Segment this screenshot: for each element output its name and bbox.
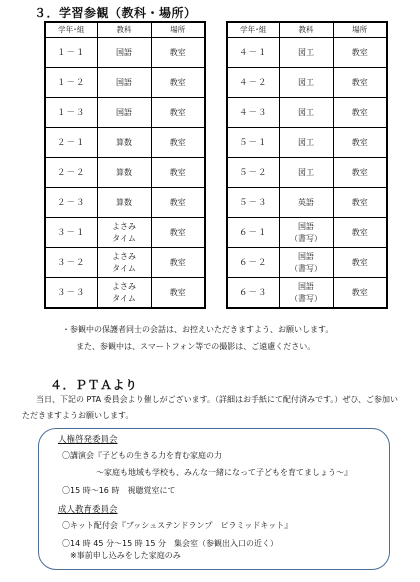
class-cell: １－１	[45, 38, 97, 68]
subject-cell: 国語 （書写）	[279, 248, 333, 278]
place-cell: 教室	[151, 248, 205, 278]
table-row	[45, 218, 205, 248]
place-cell: 教室	[333, 128, 387, 158]
subject-cell: 算数	[97, 188, 151, 218]
table-row	[227, 38, 387, 68]
header-subject: 教科	[97, 22, 151, 38]
table-row	[45, 248, 205, 278]
table-row	[227, 68, 387, 98]
subject-cell: よさみ タイム	[97, 248, 151, 278]
lecture-subtitle-line: ～家庭も地域も学校も、みんな一緒になって子どもを育てましょう～』	[96, 468, 352, 477]
table-row	[45, 278, 205, 309]
place-cell: 教室	[151, 278, 205, 309]
subject-cell: よさみ タイム	[97, 218, 151, 248]
committee-name-human-rights: 人権啓発委員会	[58, 435, 118, 445]
place-cell: 教室	[151, 188, 205, 218]
place-cell: 教室	[151, 218, 205, 248]
kit-time-line: 〇14 時 45 分～15 時 15 分 集会室（参観出入口の近く）	[62, 539, 278, 548]
class-cell: ２－３	[45, 188, 97, 218]
subject-cell: 国語	[97, 38, 151, 68]
place-cell: 教室	[333, 158, 387, 188]
subject-cell: 図工	[279, 98, 333, 128]
table-row	[227, 248, 387, 278]
table-header-row	[45, 22, 205, 38]
class-cell: ５－１	[227, 128, 279, 158]
class-cell: ３－３	[45, 278, 97, 309]
header-subject: 教科	[279, 22, 333, 38]
class-cell: ６－１	[227, 218, 279, 248]
table-row	[227, 218, 387, 248]
section4-intro: 当日、下記の PTA 委員会より催しがございます。（詳細はお手紙にて配付済みです。）ぜひ、ご参加いただきますようお願いします。	[22, 395, 399, 420]
place-cell: 教室	[151, 68, 205, 98]
class-cell: ４－２	[227, 68, 279, 98]
class-cell: １－２	[45, 68, 97, 98]
place-cell: 教室	[333, 98, 387, 128]
table-row	[45, 188, 205, 218]
subject-cell: 図工	[279, 158, 333, 188]
table-row	[227, 128, 387, 158]
subject-cell: 国語 （書写）	[279, 278, 333, 309]
place-cell: 教室	[151, 128, 205, 158]
class-cell: ５－２	[227, 158, 279, 188]
place-cell: 教室	[333, 38, 387, 68]
table-row	[227, 158, 387, 188]
subject-cell: 図工	[279, 68, 333, 98]
header-class: 学年･組	[227, 22, 279, 38]
lecture-time-line: 〇15 時～16 時 視聴覚室にて	[62, 486, 176, 495]
left-schedule-table	[44, 21, 206, 309]
class-cell: ２－２	[45, 158, 97, 188]
class-cell: ６－３	[227, 278, 279, 309]
place-cell: 教室	[333, 248, 387, 278]
subject-cell: よさみ タイム	[97, 278, 151, 309]
class-cell: ４－１	[227, 38, 279, 68]
class-cell: ４－３	[227, 98, 279, 128]
place-cell: 教室	[151, 158, 205, 188]
class-cell: ３－２	[45, 248, 97, 278]
section4-title: ４．ＰＴＡより	[50, 378, 138, 392]
place-cell: 教室	[333, 218, 387, 248]
lecture-line: 〇講演会『子どもの生きる力を育む家庭の力	[62, 451, 222, 460]
class-cell: １－３	[45, 98, 97, 128]
class-cell: ２－１	[45, 128, 97, 158]
place-cell: 教室	[333, 188, 387, 218]
header-class: 学年･組	[45, 22, 97, 38]
class-cell: ５－３	[227, 188, 279, 218]
subject-cell: 算数	[97, 158, 151, 188]
table-row	[227, 278, 387, 309]
header-place: 場所	[333, 22, 387, 38]
table-row	[45, 68, 205, 98]
note-conversation: ・参観中の保護者同士の会話は、お控えいただきますよう、お願いします。	[62, 325, 334, 334]
note-photography: また、参観中は、スマートフォン等での撮影は、ご遠慮ください。	[76, 342, 316, 351]
right-schedule-table	[226, 21, 388, 309]
class-cell: ３－１	[45, 218, 97, 248]
committee-name-adult-education: 成人教育委員会	[58, 505, 118, 515]
place-cell: 教室	[151, 38, 205, 68]
section3-title: ３．学習参観（教科・場所）	[34, 6, 197, 20]
kit-note-line: ※事前申し込みをした家庭のみ	[70, 551, 181, 560]
subject-cell: 国語 （書写）	[279, 218, 333, 248]
table-row	[227, 98, 387, 128]
subject-cell: 英語	[279, 188, 333, 218]
subject-cell: 算数	[97, 128, 151, 158]
table-row	[45, 38, 205, 68]
header-place: 場所	[151, 22, 205, 38]
kit-line: 〇キット配付会『ブッシュステンドランプ ピラミッドキット』	[62, 521, 293, 530]
table-row	[227, 188, 387, 218]
place-cell: 教室	[151, 98, 205, 128]
table-row	[45, 128, 205, 158]
class-cell: ６－２	[227, 248, 279, 278]
subject-cell: 国語	[97, 98, 151, 128]
place-cell: 教室	[333, 278, 387, 309]
subject-cell: 図工	[279, 128, 333, 158]
table-header-row	[227, 22, 387, 38]
subject-cell: 図工	[279, 38, 333, 68]
subject-cell: 国語	[97, 68, 151, 98]
table-row	[45, 98, 205, 128]
table-row	[45, 158, 205, 188]
place-cell: 教室	[333, 68, 387, 98]
